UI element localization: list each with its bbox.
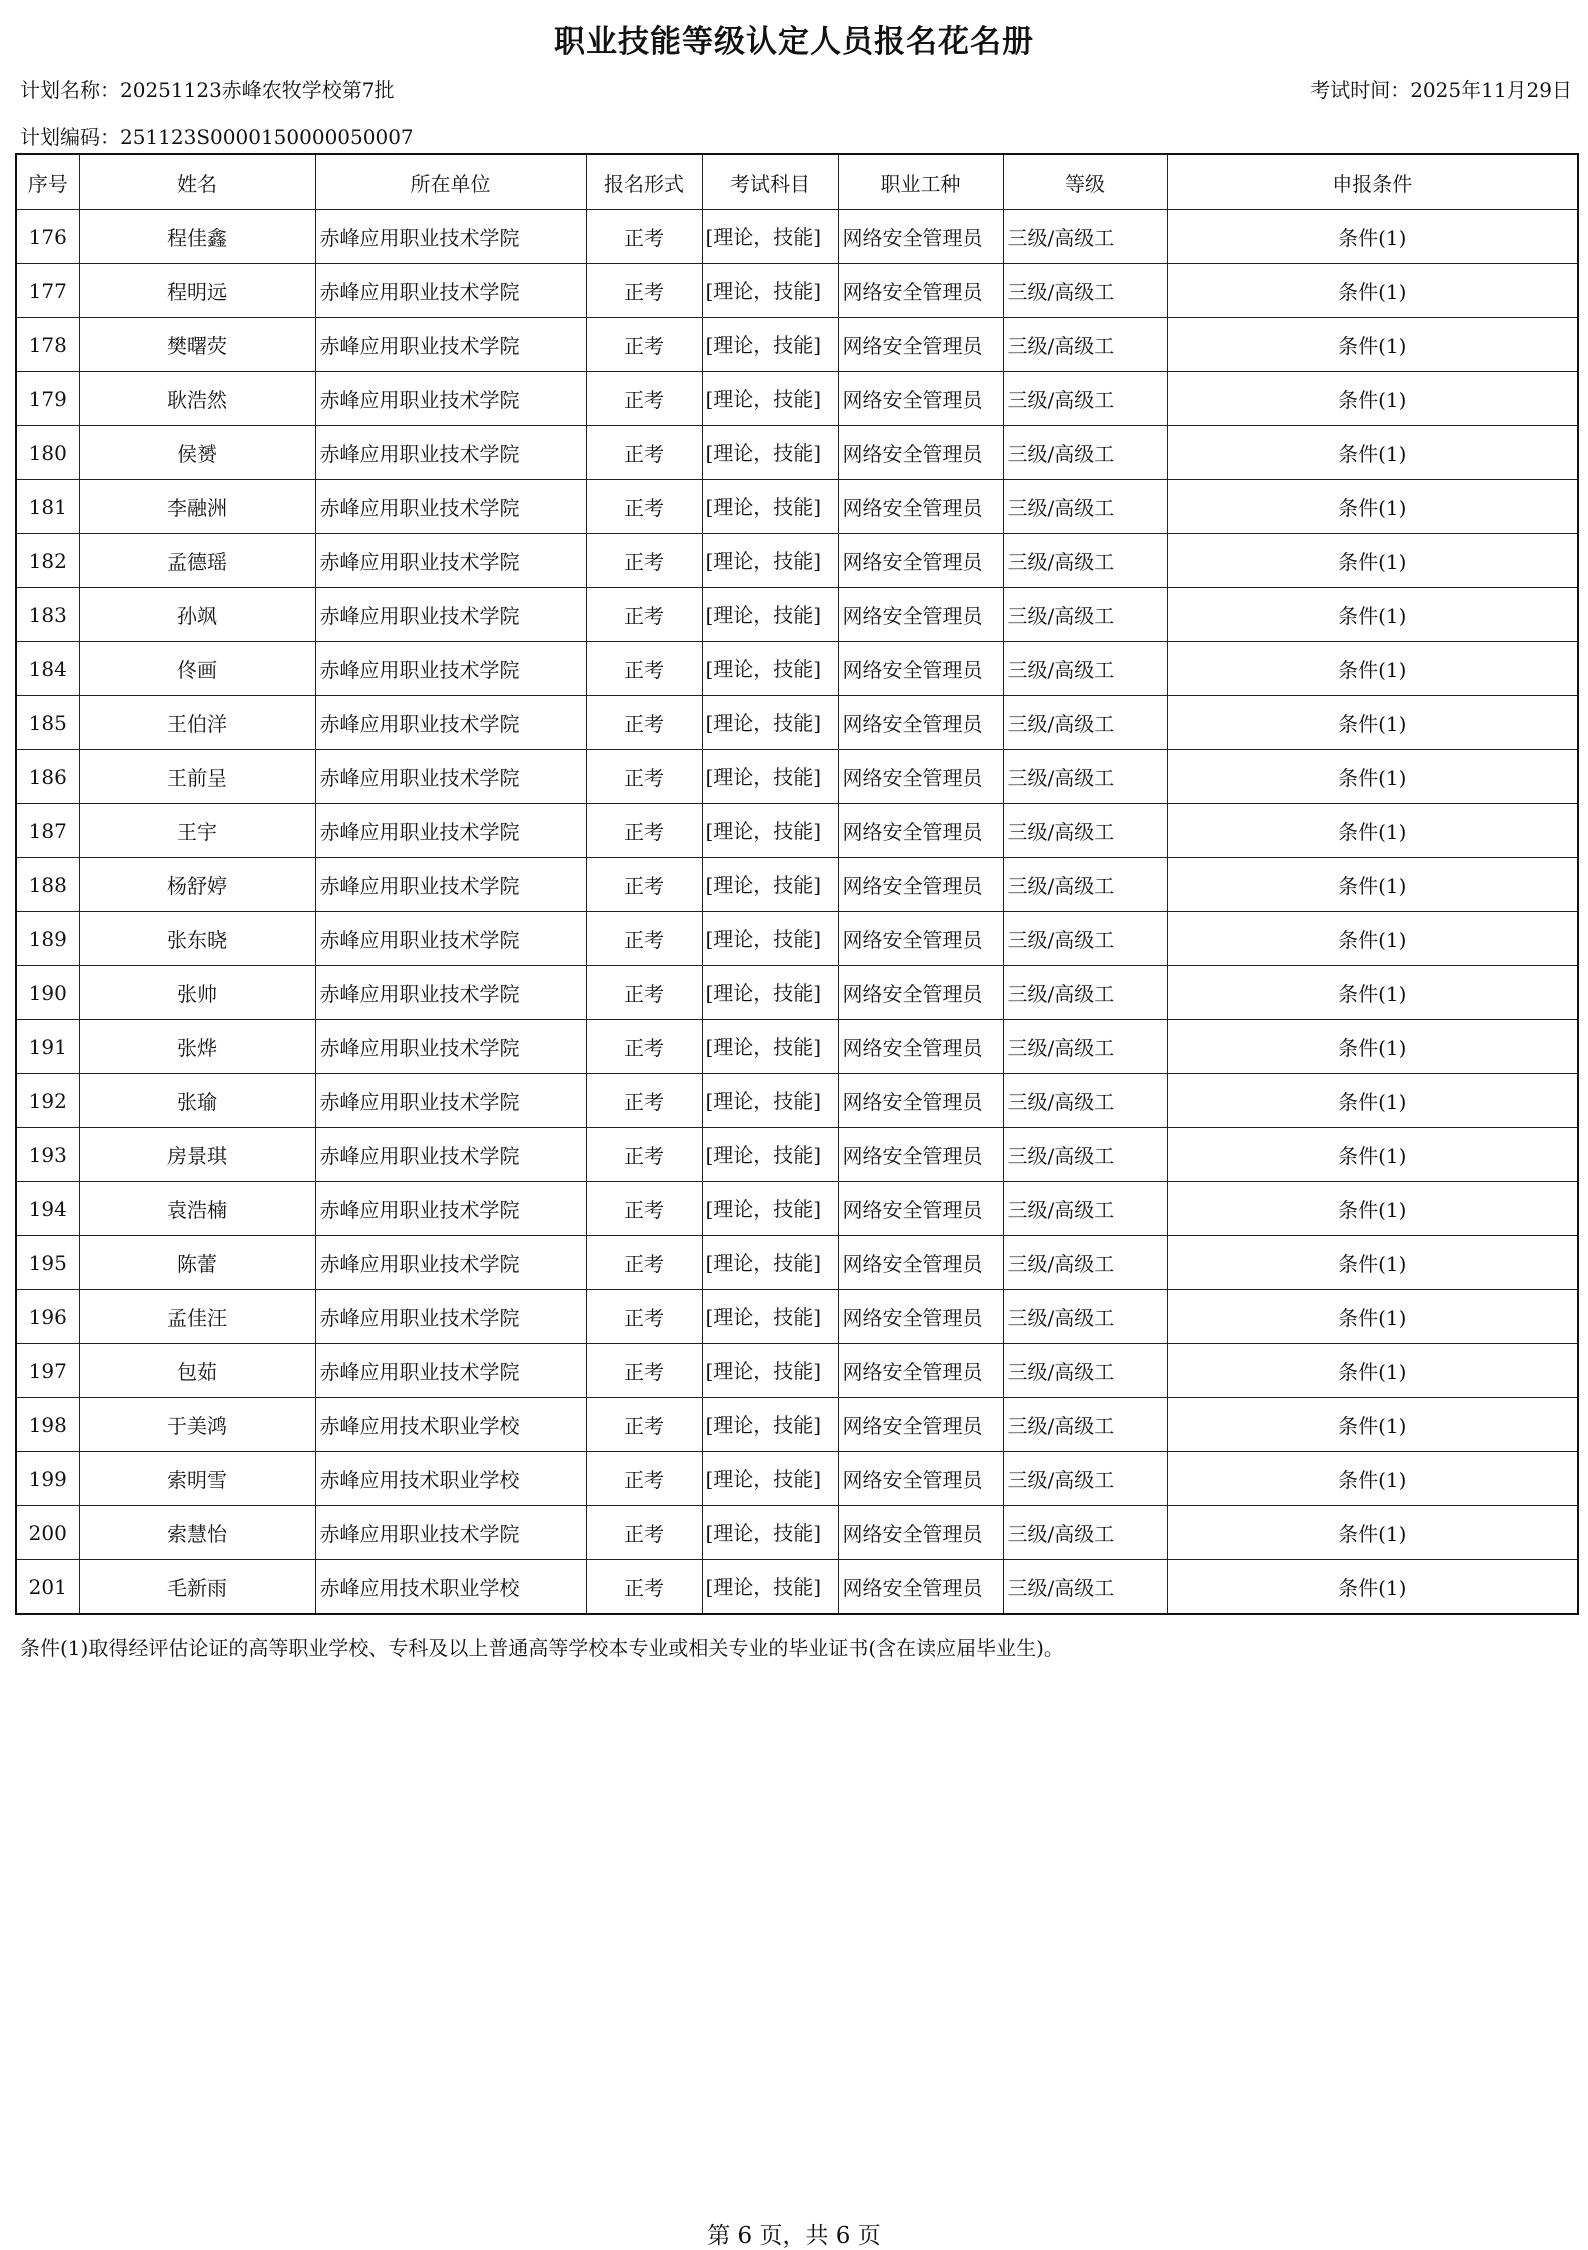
cell-no: 188 (16, 858, 79, 912)
cell-occupation: 网络安全管理员 (838, 1074, 1003, 1128)
cell-form: 正考 (586, 966, 702, 1020)
cell-condition: 条件(1) (1167, 912, 1578, 966)
cell-level: 三级/高级工 (1003, 696, 1167, 750)
cell-level: 三级/高级工 (1003, 1452, 1167, 1506)
cell-unit: 赤峰应用技术职业学校 (315, 1398, 586, 1452)
cell-no: 177 (16, 264, 79, 318)
cell-level: 三级/高级工 (1003, 1074, 1167, 1128)
cell-subject: [理论，技能] (702, 1074, 838, 1128)
table-row (16, 912, 1578, 966)
cell-no: 200 (16, 1506, 79, 1560)
cell-level: 三级/高级工 (1003, 912, 1167, 966)
table-row (16, 1128, 1578, 1182)
roster-table (15, 153, 1579, 1615)
cell-no: 187 (16, 804, 79, 858)
cell-no: 176 (16, 210, 79, 264)
table-row (16, 318, 1578, 372)
cell-subject: [理论，技能] (702, 858, 838, 912)
cell-name: 房景琪 (79, 1128, 315, 1182)
cell-occupation: 网络安全管理员 (838, 588, 1003, 642)
cell-name: 王宇 (79, 804, 315, 858)
table-row (16, 696, 1578, 750)
table-row (16, 750, 1578, 804)
cell-subject: [理论，技能] (702, 912, 838, 966)
cell-form: 正考 (586, 426, 702, 480)
cell-name: 耿浩然 (79, 372, 315, 426)
table-row (16, 1506, 1578, 1560)
cell-name: 程明远 (79, 264, 315, 318)
cell-subject: [理论，技能] (702, 480, 838, 534)
table-row (16, 588, 1578, 642)
cell-form: 正考 (586, 534, 702, 588)
cell-no: 199 (16, 1452, 79, 1506)
cell-form: 正考 (586, 318, 702, 372)
cell-subject: [理论，技能] (702, 1452, 838, 1506)
cell-no: 182 (16, 534, 79, 588)
cell-name: 毛新雨 (79, 1560, 315, 1615)
header-subject: 考试科目 (702, 154, 838, 210)
cell-condition: 条件(1) (1167, 264, 1578, 318)
cell-no: 180 (16, 426, 79, 480)
cell-unit: 赤峰应用职业技术学院 (315, 588, 586, 642)
cell-occupation: 网络安全管理员 (838, 696, 1003, 750)
plan-code: 计划编码：251123S0000150000050007 (20, 125, 414, 149)
cell-form: 正考 (586, 1452, 702, 1506)
cell-occupation: 网络安全管理员 (838, 642, 1003, 696)
header-form: 报名形式 (586, 154, 702, 210)
cell-unit: 赤峰应用职业技术学院 (315, 480, 586, 534)
cell-unit: 赤峰应用职业技术学院 (315, 966, 586, 1020)
cell-unit: 赤峰应用职业技术学院 (315, 372, 586, 426)
header-name: 姓名 (79, 154, 315, 210)
header-level: 等级 (1003, 154, 1167, 210)
cell-occupation: 网络安全管理员 (838, 1290, 1003, 1344)
cell-no: 195 (16, 1236, 79, 1290)
cell-condition: 条件(1) (1167, 1074, 1578, 1128)
cell-unit: 赤峰应用职业技术学院 (315, 264, 586, 318)
table-row (16, 1020, 1578, 1074)
cell-unit: 赤峰应用职业技术学院 (315, 1128, 586, 1182)
cell-form: 正考 (586, 804, 702, 858)
cell-form: 正考 (586, 1182, 702, 1236)
cell-unit: 赤峰应用技术职业学校 (315, 1560, 586, 1615)
cell-condition: 条件(1) (1167, 534, 1578, 588)
cell-level: 三级/高级工 (1003, 1344, 1167, 1398)
cell-no: 197 (16, 1344, 79, 1398)
cell-occupation: 网络安全管理员 (838, 372, 1003, 426)
cell-condition: 条件(1) (1167, 750, 1578, 804)
cell-unit: 赤峰应用职业技术学院 (315, 1074, 586, 1128)
table-row (16, 264, 1578, 318)
cell-occupation: 网络安全管理员 (838, 1452, 1003, 1506)
cell-level: 三级/高级工 (1003, 480, 1167, 534)
cell-unit: 赤峰应用职业技术学院 (315, 210, 586, 264)
cell-name: 程佳鑫 (79, 210, 315, 264)
cell-condition: 条件(1) (1167, 1182, 1578, 1236)
cell-subject: [理论，技能] (702, 210, 838, 264)
cell-occupation: 网络安全管理员 (838, 1344, 1003, 1398)
cell-subject: [理论，技能] (702, 426, 838, 480)
cell-unit: 赤峰应用职业技术学院 (315, 534, 586, 588)
cell-form: 正考 (586, 750, 702, 804)
cell-subject: [理论，技能] (702, 1128, 838, 1182)
cell-name: 袁浩楠 (79, 1182, 315, 1236)
table-row (16, 804, 1578, 858)
cell-level: 三级/高级工 (1003, 372, 1167, 426)
table-row (16, 1182, 1578, 1236)
cell-subject: [理论，技能] (702, 264, 838, 318)
cell-name: 杨舒婷 (79, 858, 315, 912)
cell-form: 正考 (586, 264, 702, 318)
cell-level: 三级/高级工 (1003, 750, 1167, 804)
cell-unit: 赤峰应用技术职业学校 (315, 1452, 586, 1506)
cell-subject: [理论，技能] (702, 804, 838, 858)
cell-condition: 条件(1) (1167, 1020, 1578, 1074)
table-row (16, 858, 1578, 912)
cell-condition: 条件(1) (1167, 1344, 1578, 1398)
cell-name: 陈蕾 (79, 1236, 315, 1290)
table-row (16, 372, 1578, 426)
cell-condition: 条件(1) (1167, 1560, 1578, 1615)
cell-no: 201 (16, 1560, 79, 1615)
cell-occupation: 网络安全管理员 (838, 318, 1003, 372)
cell-form: 正考 (586, 696, 702, 750)
cell-condition: 条件(1) (1167, 966, 1578, 1020)
header-unit: 所在单位 (315, 154, 586, 210)
cell-subject: [理论，技能] (702, 750, 838, 804)
cell-level: 三级/高级工 (1003, 210, 1167, 264)
cell-name: 张烨 (79, 1020, 315, 1074)
cell-subject: [理论，技能] (702, 1560, 838, 1615)
table-row (16, 1398, 1578, 1452)
cell-unit: 赤峰应用职业技术学院 (315, 804, 586, 858)
table-row (16, 534, 1578, 588)
cell-form: 正考 (586, 858, 702, 912)
cell-no: 192 (16, 1074, 79, 1128)
cell-condition: 条件(1) (1167, 372, 1578, 426)
cell-condition: 条件(1) (1167, 804, 1578, 858)
cell-occupation: 网络安全管理员 (838, 1560, 1003, 1615)
cell-condition: 条件(1) (1167, 1290, 1578, 1344)
cell-occupation: 网络安全管理员 (838, 966, 1003, 1020)
cell-form: 正考 (586, 1128, 702, 1182)
table-row (16, 426, 1578, 480)
cell-level: 三级/高级工 (1003, 588, 1167, 642)
cell-subject: [理论，技能] (702, 642, 838, 696)
cell-name: 张帅 (79, 966, 315, 1020)
cell-level: 三级/高级工 (1003, 534, 1167, 588)
cell-level: 三级/高级工 (1003, 1290, 1167, 1344)
cell-occupation: 网络安全管理员 (838, 858, 1003, 912)
cell-name: 王前呈 (79, 750, 315, 804)
cell-no: 198 (16, 1398, 79, 1452)
header-occupation: 职业工种 (838, 154, 1003, 210)
cell-level: 三级/高级工 (1003, 318, 1167, 372)
cell-subject: [理论，技能] (702, 534, 838, 588)
cell-name: 孙飒 (79, 588, 315, 642)
cell-no: 185 (16, 696, 79, 750)
cell-occupation: 网络安全管理员 (838, 750, 1003, 804)
cell-occupation: 网络安全管理员 (838, 1020, 1003, 1074)
cell-subject: [理论，技能] (702, 1506, 838, 1560)
cell-level: 三级/高级工 (1003, 858, 1167, 912)
cell-condition: 条件(1) (1167, 210, 1578, 264)
cell-no: 194 (16, 1182, 79, 1236)
cell-occupation: 网络安全管理员 (838, 264, 1003, 318)
cell-form: 正考 (586, 1074, 702, 1128)
cell-form: 正考 (586, 480, 702, 534)
table-row (16, 966, 1578, 1020)
cell-form: 正考 (586, 1020, 702, 1074)
header-no: 序号 (16, 154, 79, 210)
cell-no: 191 (16, 1020, 79, 1074)
cell-unit: 赤峰应用职业技术学院 (315, 858, 586, 912)
table-row (16, 1074, 1578, 1128)
cell-subject: [理论，技能] (702, 1236, 838, 1290)
cell-condition: 条件(1) (1167, 1128, 1578, 1182)
cell-no: 179 (16, 372, 79, 426)
cell-unit: 赤峰应用职业技术学院 (315, 1236, 586, 1290)
cell-name: 侯赟 (79, 426, 315, 480)
cell-condition: 条件(1) (1167, 1398, 1578, 1452)
cell-condition: 条件(1) (1167, 858, 1578, 912)
page-number: 第 6 页，共 6 页 (707, 2223, 881, 2249)
table-row (16, 1560, 1578, 1615)
cell-form: 正考 (586, 1290, 702, 1344)
cell-form: 正考 (586, 1560, 702, 1615)
cell-form: 正考 (586, 372, 702, 426)
cell-subject: [理论，技能] (702, 1290, 838, 1344)
table-row (16, 480, 1578, 534)
document-title: 职业技能等级认定人员报名花名册 (554, 24, 1034, 60)
cell-occupation: 网络安全管理员 (838, 1128, 1003, 1182)
cell-no: 186 (16, 750, 79, 804)
cell-name: 李融洲 (79, 480, 315, 534)
cell-unit: 赤峰应用职业技术学院 (315, 1290, 586, 1344)
cell-name: 孟佳汪 (79, 1290, 315, 1344)
cell-occupation: 网络安全管理员 (838, 912, 1003, 966)
table-row (16, 642, 1578, 696)
cell-name: 索明雪 (79, 1452, 315, 1506)
cell-condition: 条件(1) (1167, 1506, 1578, 1560)
cell-occupation: 网络安全管理员 (838, 534, 1003, 588)
cell-form: 正考 (586, 210, 702, 264)
cell-subject: [理论，技能] (702, 1398, 838, 1452)
cell-unit: 赤峰应用职业技术学院 (315, 912, 586, 966)
cell-name: 佟画 (79, 642, 315, 696)
cell-occupation: 网络安全管理员 (838, 1506, 1003, 1560)
cell-unit: 赤峰应用职业技术学院 (315, 318, 586, 372)
cell-subject: [理论，技能] (702, 1344, 838, 1398)
cell-unit: 赤峰应用职业技术学院 (315, 1020, 586, 1074)
cell-form: 正考 (586, 588, 702, 642)
cell-no: 189 (16, 912, 79, 966)
cell-occupation: 网络安全管理员 (838, 1398, 1003, 1452)
cell-condition: 条件(1) (1167, 480, 1578, 534)
table-header-row (16, 154, 1578, 210)
cell-unit: 赤峰应用职业技术学院 (315, 426, 586, 480)
cell-no: 178 (16, 318, 79, 372)
cell-condition: 条件(1) (1167, 696, 1578, 750)
cell-name: 王伯洋 (79, 696, 315, 750)
cell-condition: 条件(1) (1167, 1452, 1578, 1506)
cell-level: 三级/高级工 (1003, 1560, 1167, 1615)
cell-level: 三级/高级工 (1003, 1506, 1167, 1560)
cell-level: 三级/高级工 (1003, 1182, 1167, 1236)
cell-unit: 赤峰应用职业技术学院 (315, 1182, 586, 1236)
cell-name: 孟德瑶 (79, 534, 315, 588)
table-row (16, 1452, 1578, 1506)
roster-body (16, 210, 1578, 1615)
cell-level: 三级/高级工 (1003, 264, 1167, 318)
cell-form: 正考 (586, 1398, 702, 1452)
cell-no: 184 (16, 642, 79, 696)
cell-condition: 条件(1) (1167, 318, 1578, 372)
cell-subject: [理论，技能] (702, 318, 838, 372)
cell-no: 190 (16, 966, 79, 1020)
cell-no: 181 (16, 480, 79, 534)
table-row (16, 1344, 1578, 1398)
cell-form: 正考 (586, 1506, 702, 1560)
cell-name: 张瑜 (79, 1074, 315, 1128)
cell-occupation: 网络安全管理员 (838, 210, 1003, 264)
cell-no: 193 (16, 1128, 79, 1182)
cell-occupation: 网络安全管理员 (838, 804, 1003, 858)
cell-subject: [理论，技能] (702, 588, 838, 642)
cell-no: 196 (16, 1290, 79, 1344)
cell-occupation: 网络安全管理员 (838, 426, 1003, 480)
cell-condition: 条件(1) (1167, 588, 1578, 642)
cell-form: 正考 (586, 1344, 702, 1398)
cell-form: 正考 (586, 642, 702, 696)
cell-subject: [理论，技能] (702, 1182, 838, 1236)
cell-condition: 条件(1) (1167, 1236, 1578, 1290)
cell-occupation: 网络安全管理员 (838, 1182, 1003, 1236)
cell-name: 索慧怡 (79, 1506, 315, 1560)
cell-name: 张东晓 (79, 912, 315, 966)
cell-level: 三级/高级工 (1003, 1236, 1167, 1290)
cell-condition: 条件(1) (1167, 426, 1578, 480)
cell-level: 三级/高级工 (1003, 966, 1167, 1020)
cell-unit: 赤峰应用职业技术学院 (315, 1506, 586, 1560)
cell-subject: [理论，技能] (702, 696, 838, 750)
cell-subject: [理论，技能] (702, 966, 838, 1020)
cell-condition: 条件(1) (1167, 642, 1578, 696)
cell-level: 三级/高级工 (1003, 1020, 1167, 1074)
table-row (16, 1290, 1578, 1344)
cell-unit: 赤峰应用职业技术学院 (315, 642, 586, 696)
cell-unit: 赤峰应用职业技术学院 (315, 750, 586, 804)
cell-name: 樊曙荧 (79, 318, 315, 372)
cell-subject: [理论，技能] (702, 1020, 838, 1074)
cell-name: 于美鸿 (79, 1398, 315, 1452)
table-row (16, 1236, 1578, 1290)
cell-name: 包茹 (79, 1344, 315, 1398)
cell-unit: 赤峰应用职业技术学院 (315, 696, 586, 750)
cell-no: 183 (16, 588, 79, 642)
cell-subject: [理论，技能] (702, 372, 838, 426)
cell-level: 三级/高级工 (1003, 804, 1167, 858)
plan-name: 计划名称：20251123赤峰农牧学校第7批 (20, 78, 395, 102)
header-condition: 申报条件 (1167, 154, 1578, 210)
exam-time: 考试时间：2025年11月29日 (1310, 78, 1572, 102)
cell-level: 三级/高级工 (1003, 1398, 1167, 1452)
cell-unit: 赤峰应用职业技术学院 (315, 1344, 586, 1398)
condition-footnote: 条件(1)取得经评估论证的高等职业学校、专科及以上普通高等学校本专业或相关专业的毕业证书(含在读应届毕业生)。 (20, 1636, 1064, 1660)
cell-occupation: 网络安全管理员 (838, 1236, 1003, 1290)
cell-form: 正考 (586, 912, 702, 966)
table-row (16, 210, 1578, 264)
cell-form: 正考 (586, 1236, 702, 1290)
cell-level: 三级/高级工 (1003, 642, 1167, 696)
cell-occupation: 网络安全管理员 (838, 480, 1003, 534)
cell-level: 三级/高级工 (1003, 1128, 1167, 1182)
cell-level: 三级/高级工 (1003, 426, 1167, 480)
